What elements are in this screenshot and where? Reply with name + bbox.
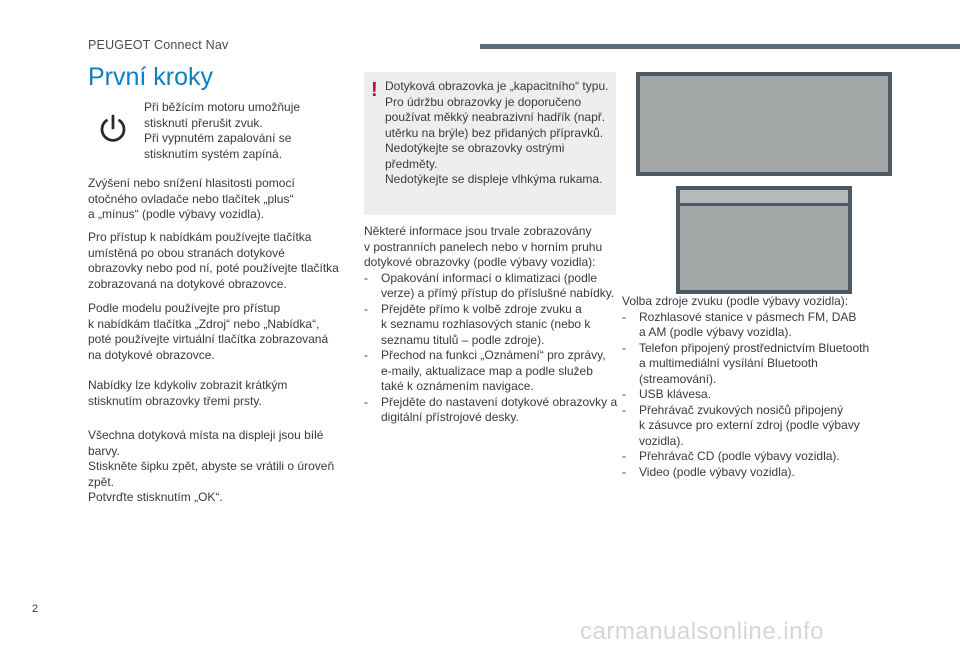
source-menu-illustration xyxy=(676,186,852,294)
list-dash: - xyxy=(364,270,368,285)
text-line: verze) a přímý přístup do příslušné nabídky. xyxy=(381,286,615,300)
text-line: Nedotýkejte se displeje vlhkýma rukama. xyxy=(385,172,603,186)
touch-areas-paragraph xyxy=(88,428,334,506)
list-item xyxy=(622,403,904,450)
text-line: k zásuvce pro externí zdroj (podle výbavy xyxy=(639,418,860,432)
text-line: e-maily, aktualizace map a podle služeb xyxy=(381,363,593,378)
list-item xyxy=(622,465,904,481)
text-line: k nabídkám tlačítka „Zdroj“ nebo „Nabídka“, xyxy=(88,316,320,331)
list-item xyxy=(622,449,904,465)
text-line: utěrku na brýle) bez přidaných přípravků. xyxy=(385,125,604,140)
watermark: carmanualsonline.info xyxy=(580,618,824,645)
list-item xyxy=(622,341,904,388)
text-line: (streamování). xyxy=(639,371,717,386)
text-line: používat měkký neabrazivní hadřík (např. xyxy=(385,110,606,124)
text-line: Při běžícím motoru umožňuje xyxy=(144,100,301,114)
list-dash: - xyxy=(622,387,626,401)
text-line: Video (podle výbavy vozidla). xyxy=(639,464,795,479)
side-panels-section xyxy=(364,224,618,426)
text-line: poté používejte virtuální tlačítka zobrazovaná xyxy=(88,332,329,346)
text-line: Rozhlasové stanice v pásmech FM, DAB xyxy=(639,309,857,324)
text-line: Přehrávač zvukových nosičů připojený xyxy=(639,402,844,417)
text-line: Přehrávač CD (podle výbavy vozidla). xyxy=(639,449,840,463)
power-description xyxy=(144,100,300,162)
text-line: v postranních panelech nebo v horním pruhu xyxy=(364,239,603,254)
list-dash: - xyxy=(622,340,626,355)
text-line: k seznamu rozhlasových stanic (nebo k xyxy=(381,317,591,331)
list-item xyxy=(364,348,618,395)
touchscreen-illustration xyxy=(636,72,892,176)
text-line: stisknutím systém zapíná. xyxy=(144,146,283,161)
header-bar xyxy=(480,44,960,49)
list-item xyxy=(364,302,618,349)
text-line: obrazovky nebo pod ní, poté používejte tlačítka xyxy=(88,261,339,275)
text-line: stisknutí přerušit zvuk. xyxy=(144,115,263,130)
text-line: umístěná po obou stranách dotykové xyxy=(88,245,285,260)
text-line: Stiskněte šipku zpět, abyste se vrátili o úroveň xyxy=(88,459,335,473)
list-dash: - xyxy=(364,394,368,409)
text-line: Pro přístup k nabídkám používejte tlačítka xyxy=(88,230,312,244)
text-line: a „mínus“ (podle výbavy vozidla). xyxy=(88,207,265,221)
screen-pane xyxy=(640,76,888,172)
screen-pane xyxy=(680,206,848,290)
text-line: Přejděte přímo k volbě zdroje zvuku a xyxy=(381,301,582,316)
page-title: První kroky xyxy=(88,63,214,91)
text-line: dotykové obrazovky (podle výbavy vozidla): xyxy=(364,255,596,269)
text-line: vozidla). xyxy=(639,433,684,448)
page-number: 2 xyxy=(32,603,39,615)
warning-text xyxy=(385,79,608,188)
list-item xyxy=(364,395,618,426)
text-line: Přechod na funkci „Oznámení“ pro zprávy, xyxy=(381,348,606,362)
text-line: Telefon připojený prostřednictvím Bluetooth xyxy=(639,340,870,355)
text-line: stisknutím obrazovky třemi prsty. xyxy=(88,393,262,408)
text-line: Nabídky lze kdykoliv zobrazit krátkým xyxy=(88,378,288,392)
text-line: barvy. xyxy=(88,443,120,458)
text-line: digitální přístrojové desky. xyxy=(381,410,519,424)
text-line: také k oznámením navigace. xyxy=(381,379,534,393)
text-line: Některé informace jsou trvale zobrazovány xyxy=(364,224,592,238)
text-line: Volba zdroje zvuku (podle výbavy vozidla): xyxy=(622,294,849,308)
text-line: na dotykové obrazovce. xyxy=(88,347,215,362)
text-line: Potvrďte stisknutím „OK“. xyxy=(88,490,223,504)
text-line: Nedotýkejte se obrazovky ostrými xyxy=(385,141,565,155)
list-item xyxy=(364,271,618,302)
text-line: seznamu titulů – podle zdroje). xyxy=(381,332,545,347)
exclamation-icon: ! xyxy=(371,79,378,101)
list-dash: - xyxy=(364,301,368,316)
list-item xyxy=(622,387,904,403)
text-line: Všechna dotyková místa na displeji jsou bílé xyxy=(88,428,324,442)
text-line: a multimediální vysílání Bluetooth xyxy=(639,356,818,370)
text-line: Při vypnutém zapalování se xyxy=(144,131,292,145)
list-item xyxy=(622,310,904,341)
text-line: otočného ovladače nebo tlačítek „plus“ xyxy=(88,191,294,206)
audio-source-section xyxy=(622,294,904,480)
text-line: předměty. xyxy=(385,156,438,171)
text-line: Přejděte do nastavení dotykové obrazovky a xyxy=(381,394,618,409)
header-title: PEUGEOT Connect Nav xyxy=(88,38,229,52)
text-line: Opakování informací o klimatizaci (podle xyxy=(381,270,598,285)
text-line: Podle modelu používejte pro přístup xyxy=(88,301,281,315)
text-line: Dotyková obrazovka je „kapacitního“ typu. xyxy=(385,79,609,93)
list-dash: - xyxy=(622,464,626,479)
text-line: a AM (podle výbavy vozidla). xyxy=(639,325,792,339)
text-line: Pro údržbu obrazovky je doporučeno xyxy=(385,94,582,109)
list-dash: - xyxy=(622,402,626,417)
list-dash: - xyxy=(364,348,368,362)
power-button-icon xyxy=(96,112,130,146)
menus-paragraph xyxy=(88,230,339,292)
list-dash: - xyxy=(622,449,626,463)
text-line: zobrazovaná na dotykové obrazovce. xyxy=(88,276,287,291)
list-dash: - xyxy=(622,309,626,324)
text-line: USB klávesa. xyxy=(639,387,712,401)
three-fingers-paragraph xyxy=(88,378,287,409)
text-line: zpět. xyxy=(88,474,115,489)
model-paragraph xyxy=(88,301,328,363)
top-bar-pane xyxy=(680,190,848,203)
text-line: Zvýšení nebo snížení hlasitosti pomocí xyxy=(88,176,295,190)
volume-paragraph xyxy=(88,176,295,223)
